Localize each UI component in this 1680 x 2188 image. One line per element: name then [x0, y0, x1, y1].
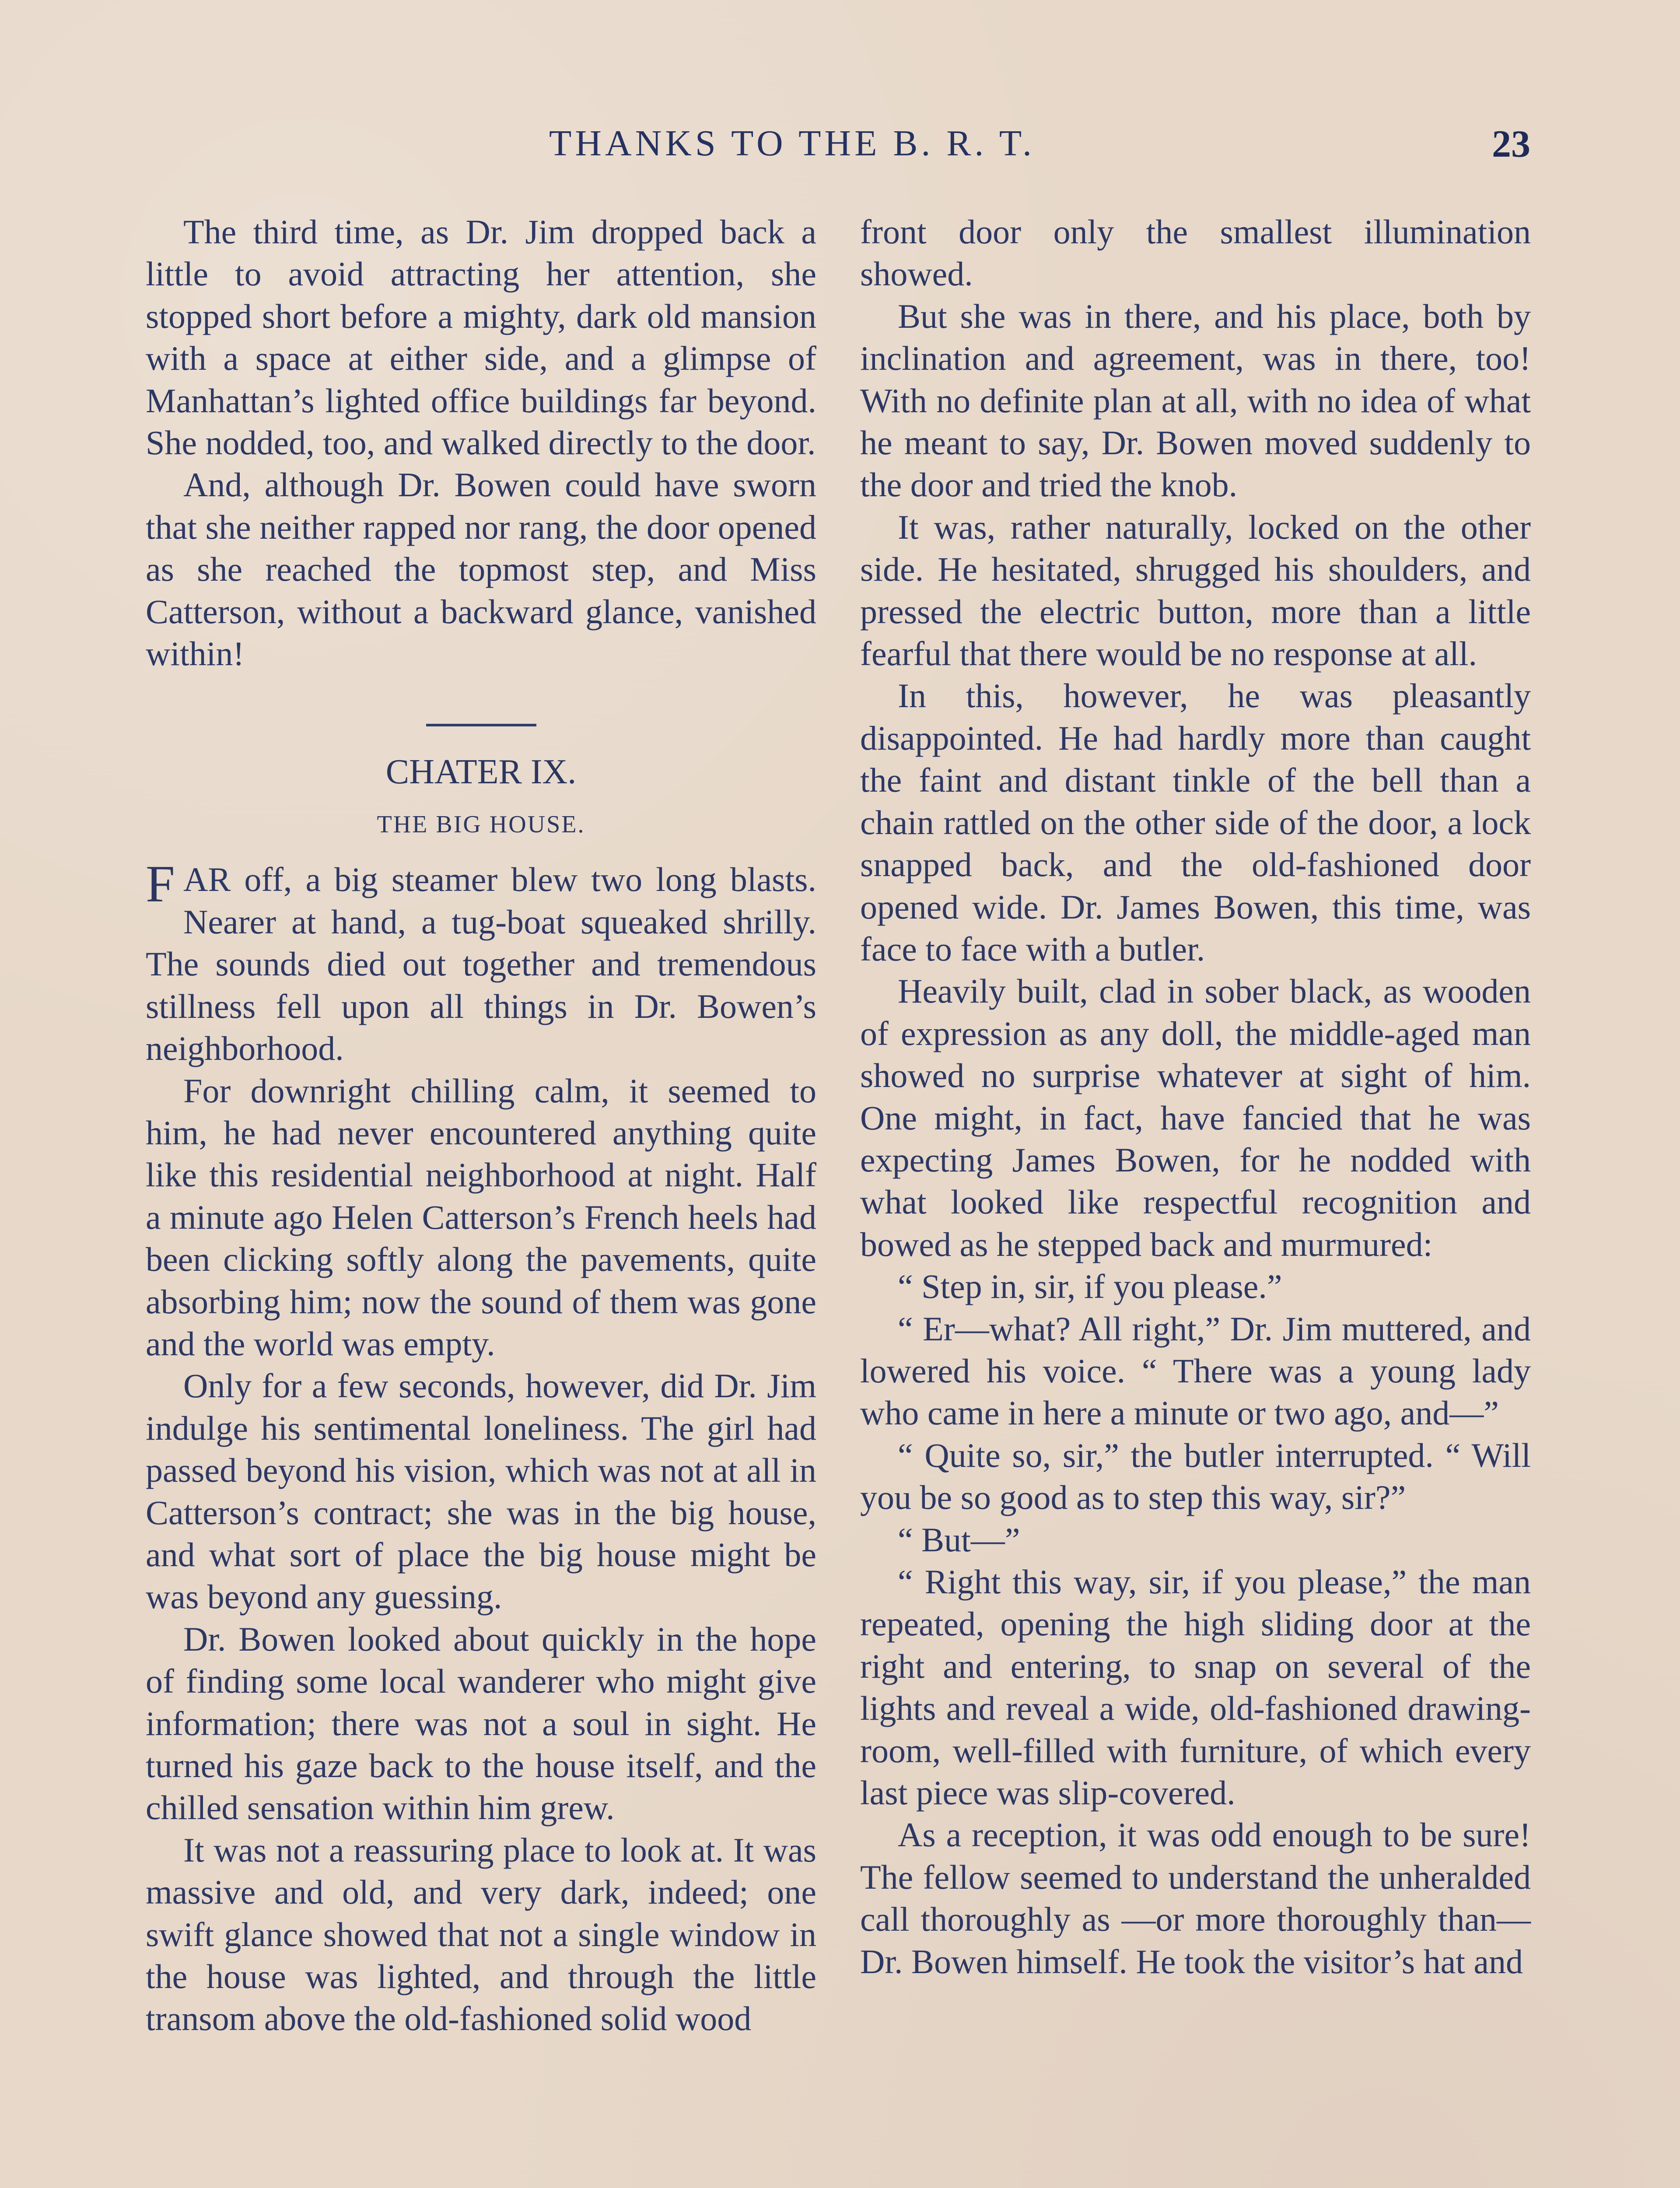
right-paragraph-1: front door only the smallest illumination showed. [860, 213, 1531, 293]
drop-cap-letter: F [146, 855, 175, 913]
left-paragraph-1: The third time, as Dr. Jim dropped back a little to avoid attracting her attention, she stopped short before a mighty, dark old mansion with a space at either side, and a glimpse of Manhattan’s lighted office buildings far beyond. She nodded, too, and walked directly to the door. [146, 213, 816, 462]
section-title: THE BIG HOUSE. [377, 811, 585, 838]
left-paragraph-3-text: AR off, a big steamer blew two long blasts. Nearer at hand, a tug-boat squeaked shrilly. The sounds died out together and tremendous stillness fell upon all things in Dr. Bowen’s neighborhood. [146, 860, 816, 1068]
left-paragraph-6: Dr. Bowen looked about quickly in the hope of finding some local wanderer who might give information; there was not a soul in sight. He turned his gaze back to the house itself, and the chilled sensation within him grew. [146, 1620, 816, 1827]
left-paragraph-3 [146, 855, 816, 1069]
left-column [146, 211, 816, 2040]
chapter-title: CHATER IX. [385, 753, 577, 792]
section-divider [426, 724, 536, 726]
running-head: THANKS TO THE B. R. T. [549, 123, 1035, 164]
left-paragraph-4: For downright chilling calm, it seemed to him, he had never encountered anything quite like this residential neighborhood at night. Half a minute ago Helen Catterson’s French heels had been clicking softly along the pavements, quite absorbing him; now the sound of them was gone and the world was empty. [146, 1071, 816, 1363]
left-paragraph-7: It was not a reassuring place to look at. It was massive and old, and very dark, indeed; one swift glance showed that not a single window in the house was lighted, and through the little transom above the old-fashioned solid wood [146, 1830, 816, 2038]
page-number: 23 [1492, 123, 1530, 165]
right-paragraph-11: As a reception, it was odd enough to be sure! The fellow seemed to understand the unheralded call thoroughly as —or more thoroughly than—Dr. Bowen himself. He took the visitor’s hat and [860, 1816, 1531, 1981]
right-column [860, 211, 1531, 1983]
right-paragraph-10: “ Right this way, sir, if you please,” the man repeated, opening the high sliding door at the right and entering, to snap on several of the lights and reveal a wide, old-fashioned drawing-room, well-filled with furniture, of which every last piece was slip-covered. [860, 1563, 1531, 1812]
left-paragraph-2: And, although Dr. Bowen could have sworn that she neither rapped nor rang, the door opened as she reached the topmost step, and Miss Catterson, without a backward glance, vanished within! [146, 466, 816, 673]
right-paragraph-3: It was, rather naturally, locked on the other side. He hesitated, shrugged his shoulders, and pressed the electric button, more than a little fearful that there would be no response at all. [860, 508, 1531, 673]
right-paragraph-8: “ Quite so, sir,” the butler interrupted. “ Will you be so good as to step this way, sir?” [860, 1436, 1531, 1517]
right-paragraph-7: “ Er—what? All right,” Dr. Jim muttered, and lowered his voice. “ There was a young lady who came in here a minute or two ago, and—” [860, 1309, 1531, 1432]
right-paragraph-4: In this, however, he was pleasantly disappointed. He had hardly more than caught the faint and distant tinkle of the bell than a chain rattled on the other side of the door, a lock snapped back, and the old-fashioned door opened wide. Dr. James Bowen, this time, was face to face with a butler. [860, 677, 1531, 968]
right-paragraph-9: “ But—” [898, 1520, 1020, 1559]
right-paragraph-5: Heavily built, clad in sober black, as wooden of expression as any doll, the middle-aged man showed no surprise whatever at sight of him. One might, in fact, have fancied that he was expecting James Bowen, for he nodded with what looked like respectful recognition and bowed as he stepped back and murmured: [860, 972, 1531, 1263]
page-header [0, 125, 1680, 178]
left-paragraph-5: Only for a few seconds, however, did Dr. Jim indulge his sentimental loneliness. The girl had passed beyond his vision, which was not at all in Catterson’s contract; she was in the big house, and what sort of place the big house might be was beyond any guessing. [146, 1367, 816, 1616]
right-paragraph-6: “ Step in, sir, if you please.” [898, 1267, 1282, 1306]
right-paragraph-2: But she was in there, and his place, both by inclination and agreement, was in there, too! With no definite plan at all, with no idea of what he meant to say, Dr. Bowen moved suddenly to the door and tried the knob. [860, 297, 1531, 504]
